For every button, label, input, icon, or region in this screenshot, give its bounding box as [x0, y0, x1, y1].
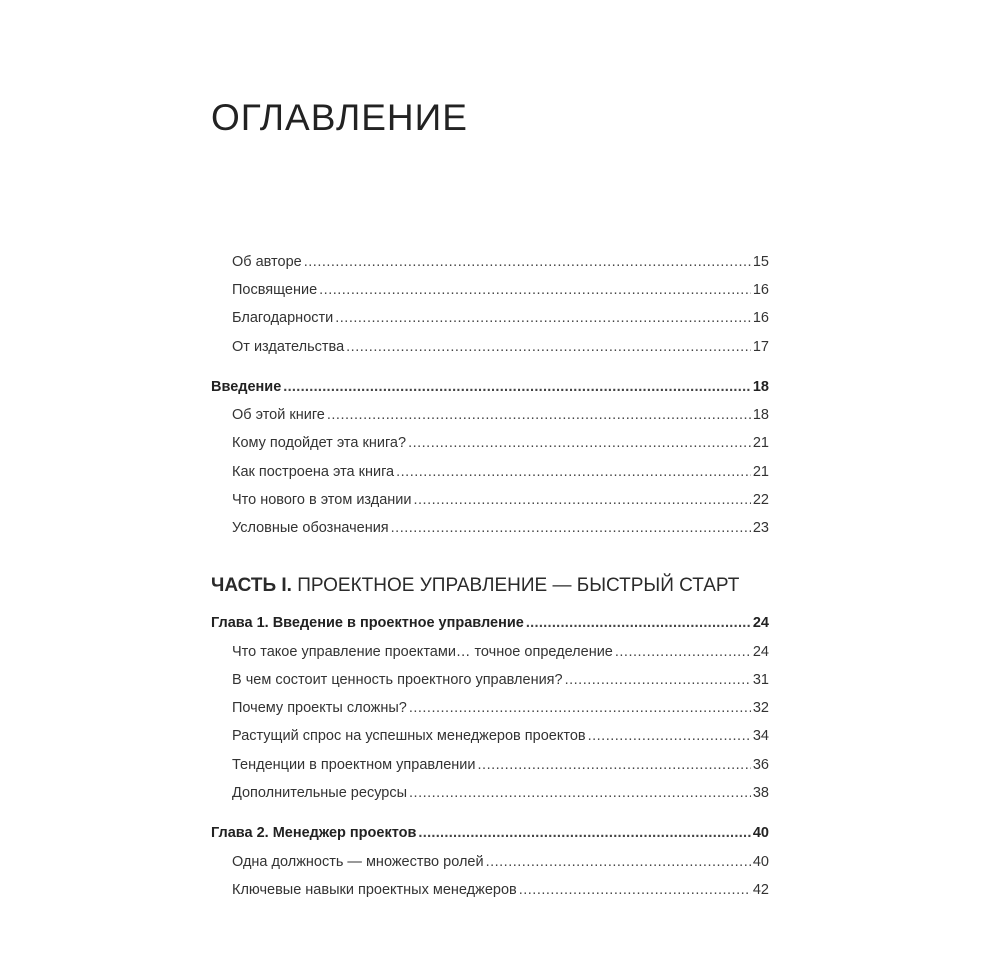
toc-entry-page: 23 [752, 520, 769, 536]
toc-entry-page: 31 [752, 672, 769, 688]
dot-leader [565, 671, 751, 689]
toc-entry[interactable] [232, 406, 769, 424]
toc-chapter-title: Глава 2. Менеджер проектов [211, 825, 417, 841]
toc-entry[interactable] [232, 519, 769, 537]
dot-leader [588, 727, 751, 745]
dot-leader [304, 253, 751, 271]
toc-entry-page: 16 [752, 310, 769, 326]
dot-leader [418, 824, 750, 842]
dot-leader [346, 338, 751, 356]
toc-entry[interactable] [232, 463, 769, 481]
toc-page [211, 0, 769, 978]
toc-entry-acknowledgements[interactable] [232, 309, 769, 327]
toc-entry-page: 36 [752, 757, 769, 773]
toc-section-introduction[interactable] [211, 378, 769, 396]
toc-entry[interactable] [232, 491, 769, 509]
part-title: ПРОЕКТНОЕ УПРАВЛЕНИЕ — БЫСТРЫЙ СТАРТ [291, 575, 740, 596]
dot-leader [319, 281, 751, 299]
dot-leader [409, 784, 751, 802]
toc-entry-title: Тенденции в проектном управлении [232, 757, 476, 773]
page-title: ОГЛАВЛЕНИЕ [211, 97, 468, 138]
toc-entry-page: 21 [752, 464, 769, 480]
toc-entry-page: 40 [752, 854, 769, 870]
dot-leader [335, 309, 751, 327]
toc-entry[interactable] [232, 881, 769, 899]
toc-chapter-title: Глава 1. Введение в проектное управление [211, 615, 524, 631]
part-heading [211, 574, 739, 598]
toc-entry-page: 18 [752, 407, 769, 423]
toc-entry-title: Что такое управление проектами… точное определение [232, 644, 613, 660]
toc-entry[interactable] [232, 643, 769, 661]
toc-entry-title: Что нового в этом издании [232, 492, 412, 508]
dot-leader [327, 406, 751, 424]
toc-entry-title: Посвящение [232, 282, 318, 298]
dot-leader [478, 756, 751, 774]
toc-entry-title: Растущий спрос на успешных менеджеров проектов [232, 728, 586, 744]
toc-entry-about-author[interactable] [232, 253, 769, 271]
dot-leader [396, 463, 751, 481]
toc-entry[interactable] [232, 434, 769, 452]
toc-entry-title: Об этой книге [232, 407, 325, 423]
toc-entry-title: Дополнительные ресурсы [232, 785, 408, 801]
toc-entry-title: Ключевые навыки проектных менеджеров [232, 882, 517, 898]
toc-entry-title: Почему проекты сложны? [232, 700, 407, 716]
toc-entry-title: Условные обозначения [232, 520, 389, 536]
dot-leader [615, 643, 751, 661]
toc-chapter-1[interactable] [211, 614, 769, 632]
toc-entry-page: 32 [752, 700, 769, 716]
toc-entry-title: Одна должность — множество ролей [232, 854, 484, 870]
toc-entry-page: 16 [752, 282, 769, 298]
toc-entry[interactable] [232, 727, 769, 745]
toc-entry-page: 17 [752, 339, 769, 355]
dot-leader [283, 378, 751, 396]
toc-section-page: 18 [752, 379, 769, 395]
toc-chapter-page: 24 [752, 615, 769, 631]
dot-leader [414, 491, 751, 509]
toc-entry-page: 22 [752, 492, 769, 508]
dot-leader [526, 614, 751, 632]
toc-entry-title: От издательства [232, 339, 345, 355]
toc-section-title: Введение [211, 379, 282, 395]
toc-entry-page: 21 [752, 435, 769, 451]
toc-entry-title: Об авторе [232, 254, 302, 270]
toc-entry-title: В чем состоит ценность проектного управления? [232, 672, 563, 688]
dot-leader [408, 434, 751, 452]
dot-leader [486, 853, 751, 871]
toc-entry[interactable] [232, 853, 769, 871]
toc-entry-from-publisher[interactable] [232, 338, 769, 356]
toc-entry-page: 38 [752, 785, 769, 801]
toc-entry-title: Благодарности [232, 310, 334, 326]
toc-entry-page: 15 [752, 254, 769, 270]
toc-entry[interactable] [232, 671, 769, 689]
toc-entry-dedication[interactable] [232, 281, 769, 299]
toc-entry-title: Кому подойдет эта книга? [232, 435, 407, 451]
toc-entry-page: 42 [752, 882, 769, 898]
toc-entry[interactable] [232, 784, 769, 802]
dot-leader [409, 699, 751, 717]
toc-entry-title: Как построена эта книга [232, 464, 395, 480]
toc-entry[interactable] [232, 699, 769, 717]
dot-leader [391, 519, 751, 537]
part-number: ЧАСТЬ I. [211, 575, 292, 596]
toc-entry-page: 24 [752, 644, 769, 660]
toc-entry-page: 34 [752, 728, 769, 744]
dot-leader [519, 881, 751, 899]
toc-chapter-2[interactable] [211, 824, 769, 842]
toc-chapter-page: 40 [752, 825, 769, 841]
toc-entry[interactable] [232, 756, 769, 774]
